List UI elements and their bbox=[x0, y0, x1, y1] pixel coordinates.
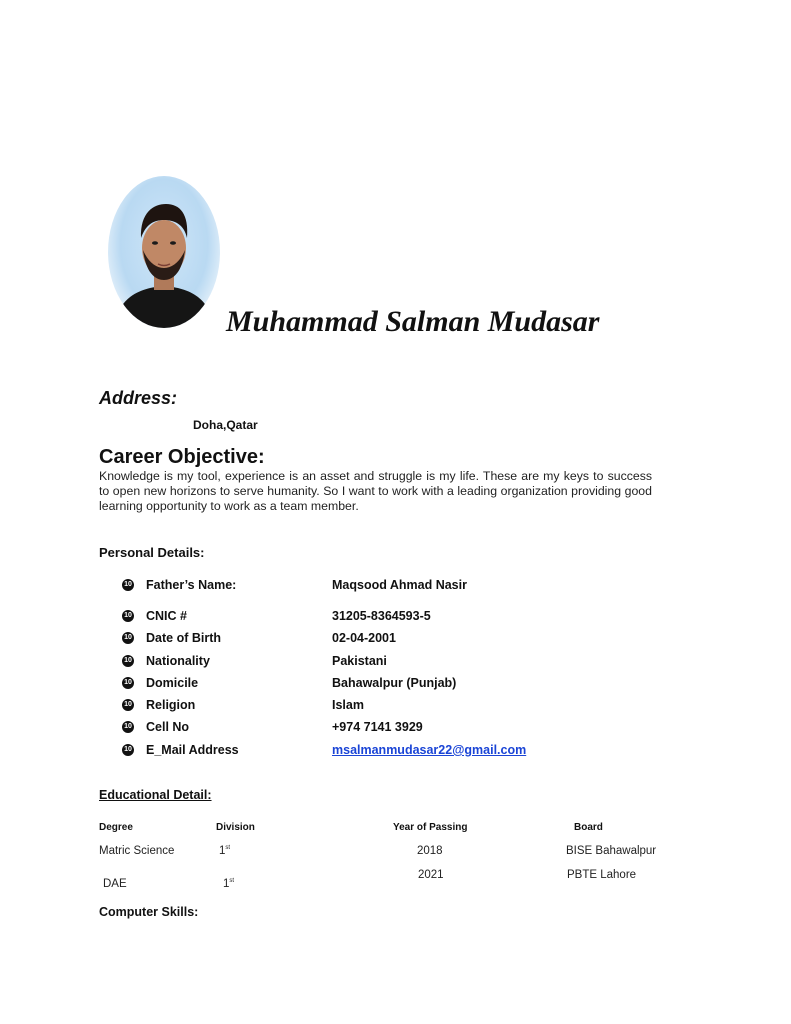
division-suffix: st bbox=[229, 878, 235, 885]
column-header-board: Board bbox=[574, 822, 603, 833]
detail-value: Maqsood Ahmad Nasir bbox=[332, 578, 467, 592]
edu-year-cell: 2021 bbox=[418, 869, 444, 881]
computer-skills-heading: Computer Skills: bbox=[99, 905, 199, 919]
bullet-icon: 10 bbox=[122, 721, 134, 733]
edu-board-cell: PBTE Lahore bbox=[567, 869, 637, 881]
bullet-icon: 10 bbox=[122, 744, 134, 756]
educational-detail-heading: Educational Detail: bbox=[99, 788, 212, 802]
detail-row-religion bbox=[122, 698, 602, 716]
address-value: Doha,Qatar bbox=[193, 418, 258, 432]
division-number: 1 bbox=[219, 845, 226, 857]
detail-value: 02-04-2001 bbox=[332, 631, 396, 645]
detail-value: 31205-8364593-5 bbox=[332, 609, 431, 623]
career-objective-text: Knowledge is my tool, experience is an asset and struggle is my life. These are my keys to success to open new horizons to serve humanity. So I want to work with a leading organization providing good learning opportunity to work as a team member. bbox=[99, 469, 652, 513]
edu-division-cell bbox=[223, 878, 234, 890]
column-header-year: Year of Passing bbox=[393, 822, 468, 833]
detail-row-email bbox=[122, 743, 602, 761]
detail-label: Domicile bbox=[146, 676, 199, 690]
detail-label: E_Mail Address bbox=[146, 743, 239, 757]
column-header-division: Division bbox=[216, 822, 255, 833]
detail-value: Islam bbox=[332, 698, 364, 712]
detail-value: +974 7141 3929 bbox=[332, 720, 423, 734]
detail-value: Bahawalpur (Punjab) bbox=[332, 676, 457, 690]
detail-label: Cell No bbox=[146, 720, 190, 734]
detail-label: CNIC # bbox=[146, 609, 187, 623]
bullet-icon: 10 bbox=[122, 632, 134, 644]
address-heading: Address: bbox=[99, 388, 178, 408]
detail-row-fathers-name bbox=[122, 578, 602, 596]
division-suffix: st bbox=[225, 845, 231, 852]
career-objective-heading: Career Objective: bbox=[99, 446, 265, 468]
detail-label: Father’s Name: bbox=[146, 578, 237, 592]
detail-row-date-of-birth bbox=[122, 631, 602, 649]
email-link[interactable]: msalmanmudasar22@gmail.com bbox=[332, 743, 527, 757]
bullet-icon: 10 bbox=[122, 677, 134, 689]
edu-degree-cell: Matric Science bbox=[99, 845, 175, 857]
division-number: 1 bbox=[223, 878, 230, 890]
bullet-icon: 10 bbox=[122, 655, 134, 667]
detail-label: Religion bbox=[146, 698, 196, 712]
column-header-degree: Degree bbox=[99, 822, 133, 833]
detail-row-nationality bbox=[122, 654, 602, 672]
bullet-icon: 10 bbox=[122, 699, 134, 711]
detail-value: Pakistani bbox=[332, 654, 387, 668]
detail-row-domicile bbox=[122, 676, 602, 694]
edu-board-cell: BISE Bahawalpur bbox=[566, 845, 657, 857]
edu-degree-cell: DAE bbox=[103, 878, 127, 890]
detail-label: Date of Birth bbox=[146, 631, 221, 645]
edu-division-cell bbox=[219, 845, 230, 857]
personal-details-heading: Personal Details: bbox=[99, 545, 205, 560]
candidate-name: Muhammad Salman Mudasar bbox=[226, 305, 600, 338]
detail-row-cnic bbox=[122, 609, 602, 627]
edu-year-cell: 2018 bbox=[417, 845, 443, 857]
bullet-icon: 10 bbox=[122, 610, 134, 622]
detail-label: Nationality bbox=[146, 654, 210, 668]
bullet-icon: 10 bbox=[122, 579, 134, 591]
profile-photo bbox=[108, 176, 220, 328]
detail-row-cell-no bbox=[122, 720, 602, 738]
